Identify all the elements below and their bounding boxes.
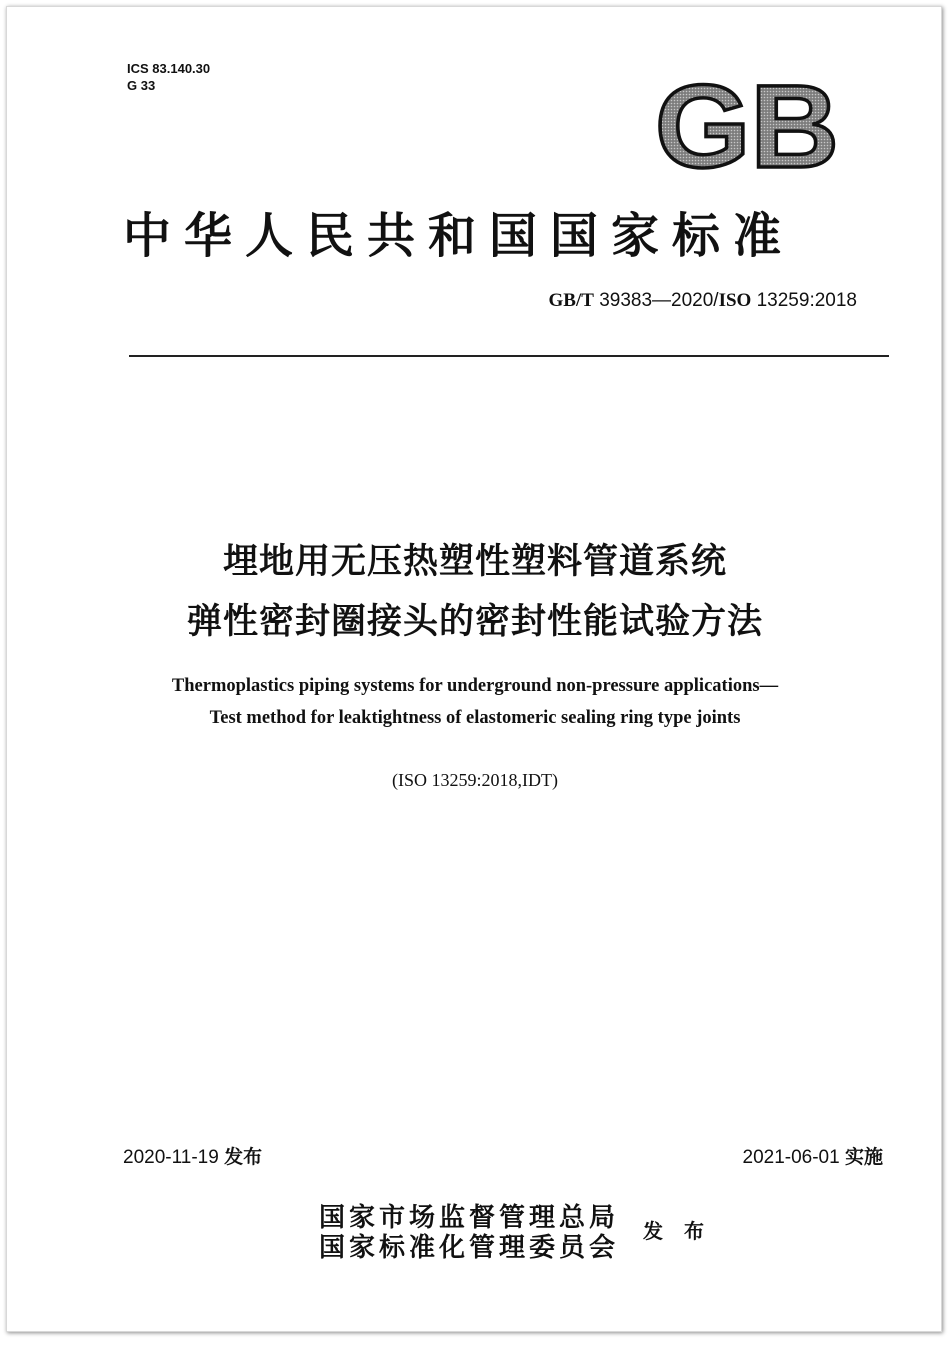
publish-label: 发 布 bbox=[643, 1221, 712, 1243]
standard-cover-page bbox=[6, 6, 942, 1332]
implement-label: 实施 bbox=[844, 1147, 883, 1168]
code-number: 39383—2020/ bbox=[599, 290, 719, 311]
ics-code: ICS 83.140.30 bbox=[127, 61, 211, 76]
chinese-title-line-2: 弹性密封圈接头的密封性能试验方法 bbox=[186, 602, 763, 641]
issue-date: 2020-11-19 bbox=[123, 1147, 219, 1168]
chinese-title-line-1: 埋地用无压热塑性塑料管道系统 bbox=[222, 542, 727, 581]
implement-date-block bbox=[743, 1142, 884, 1169]
issue-date-block bbox=[123, 1142, 262, 1169]
english-title-line-2: Test method for leaktightness of elastomeric sealing ring type joints bbox=[209, 708, 741, 728]
standard-code bbox=[549, 290, 858, 312]
issuer-line-2: 国家标准化管理委员会 bbox=[319, 1233, 620, 1262]
code-prefix: GB/T bbox=[548, 290, 594, 311]
ccs-code: G 33 bbox=[127, 78, 156, 93]
code-iso-number: 13259:2018 bbox=[756, 290, 857, 311]
code-iso-prefix: ISO bbox=[718, 290, 752, 311]
classification-codes bbox=[127, 60, 210, 94]
iso-equivalence: (ISO 13259:2018,IDT) bbox=[392, 770, 558, 790]
header-divider bbox=[129, 355, 889, 357]
implement-date: 2021-06-01 bbox=[742, 1147, 840, 1168]
issue-label: 发布 bbox=[224, 1147, 263, 1168]
national-standard-title: 中华人民共和国国家标准 bbox=[123, 210, 795, 263]
issuer-line-1: 国家市场监督管理总局 bbox=[319, 1203, 620, 1232]
english-title-line-1: Thermoplastics piping systems for underground non-pressure applications— bbox=[171, 676, 779, 696]
gb-logo-text: GB bbox=[655, 75, 839, 175]
gb-logo bbox=[652, 75, 842, 175]
